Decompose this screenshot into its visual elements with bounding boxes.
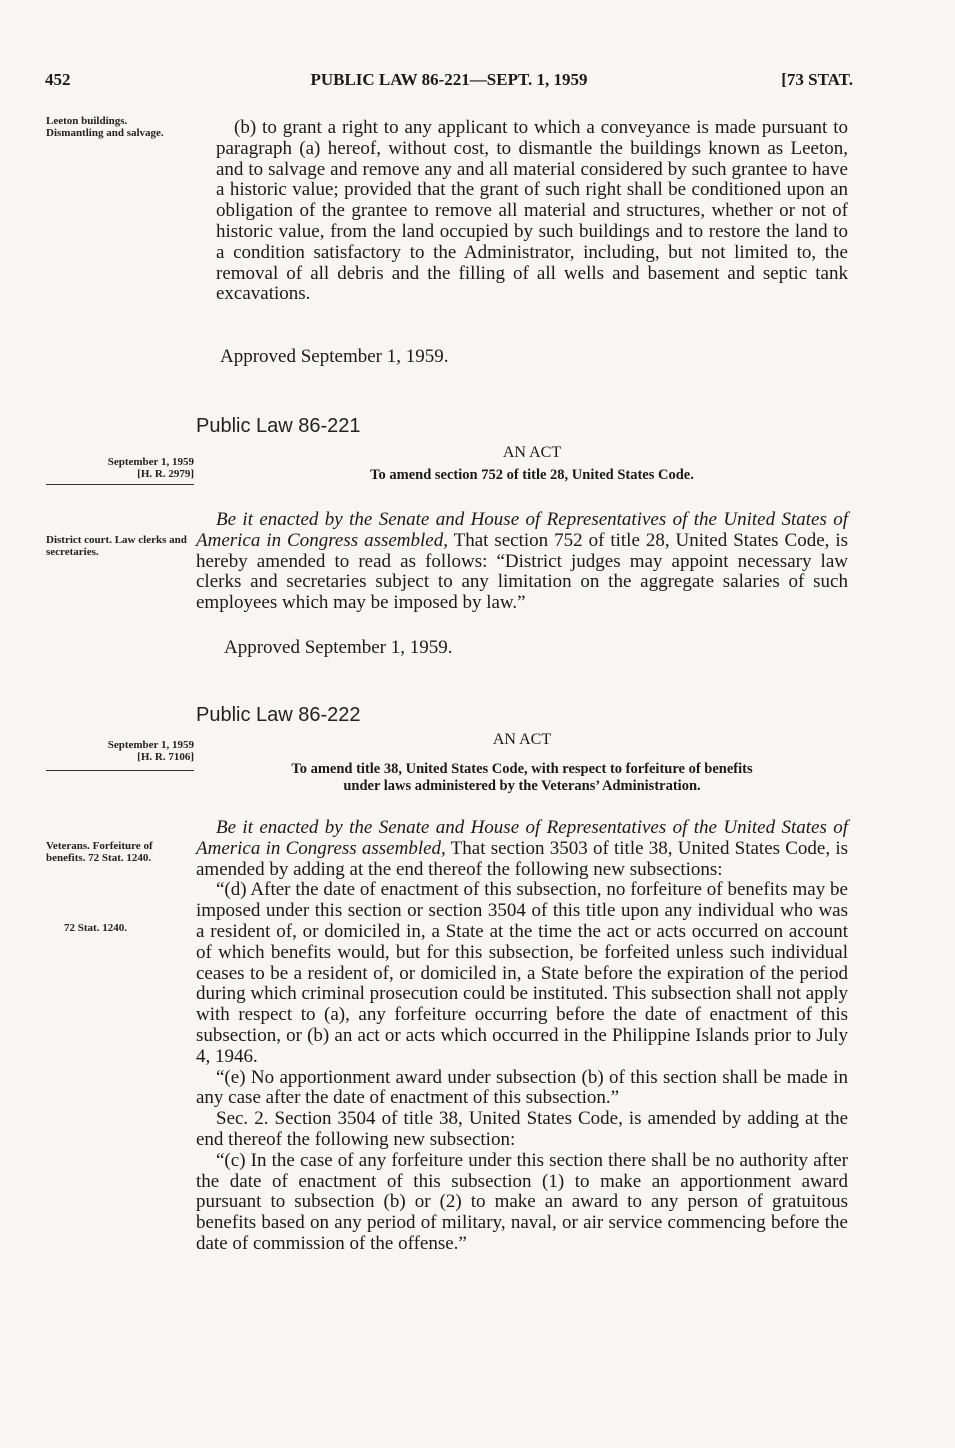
law-221-text: That section 752 of title 28, United States Code, is hereby amended to read as follows: “District judges may appoint necessary law clerks and secretaries subject to any limitation on the aggregate salaries of such employees which may be imposed by law.” xyxy=(196,529,848,614)
paragraph-b: (b) to grant a right to any applicant to which a conveyance is made pursuant to paragraph (a) hereof, without cost, to dismantle the buildings known as Leeton, and to salvage and remove any and all material considered by such grantee to have a historic value; provided that the grant of such right shall be conditioned upon an obligation of the grantee to remove all material and structures, whether or not of historic value, from the land occupied by such buildings and to restore the land to a condition satisfactory to the Administrator, including, but not limited to, the removal of all debris and the filling of all wells and basement and septic tank excavations. xyxy=(216,117,848,305)
law-221-subtitle: To amend section 752 of title 28, United States Code. xyxy=(370,467,694,483)
margin-note-veterans: Veterans. Forfeiture of benefits. 72 Stat. 1240. xyxy=(46,840,153,864)
law-221-margin-rule xyxy=(46,484,194,485)
subsection-e: “(e) No apportionment award under subsection (b) of this section shall be made in any case after the date of enactment of this subsection.” xyxy=(196,1066,848,1109)
margin-note-district-court: District court. Law clerks and secretaries. xyxy=(46,534,187,558)
law-222-citation xyxy=(46,739,194,763)
law-221-date: September 1, 1959 xyxy=(107,456,194,468)
running-header xyxy=(45,70,853,96)
law-222-title: Public Law 86-222 xyxy=(196,704,361,726)
law-222-text: That section 3503 of title 38, United States Code, is amended by adding at the end thereof the following new subsections: xyxy=(196,837,849,880)
subsection-c: “(c) In the case of any forfeiture under this section there shall be no authority after the date of enactment of this subsection (1) to make an apportionment award pursuant to subsection (b) or (2) to make an award to any person of gratuitous benefits based on any period of military, naval, or air service commencing before the date of commission of the offense.” xyxy=(196,1149,848,1254)
running-title: PUBLIC LAW 86-221—SEPT. 1, 1959 xyxy=(310,70,588,89)
subsection-d: “(d) After the date of enactment of this subsection, no forfeiture of benefits may be imposed under this section or section 3504 of this title upon any individual who was a resident of, or domiciled in, a State at the time the act or acts occurred on account of which benefits would, but for this subsection, be forfeited unless such individual ceases to be a resident of, or domiciled in, a State before the expiration of the period during which criminal prosecution could be instituted. This subsection shall not apply with respect to (a), any forfeiture occurring before the date of enactment of this subsection, or (b) an act or acts which occurred in the Philippine Islands prior to July 4, 1946. xyxy=(196,879,848,1067)
approved-line-2: Approved September 1, 1959. xyxy=(224,637,453,658)
law-222-bill: [H. R. 7106] xyxy=(137,751,194,763)
law-222-date: September 1, 1959 xyxy=(107,739,194,751)
law-221-bill: [H. R. 2979] xyxy=(137,468,194,480)
law-221-title: Public Law 86-221 xyxy=(196,415,361,437)
law-221-body xyxy=(196,510,848,614)
law-221-citation xyxy=(46,456,194,480)
approved-line-1: Approved September 1, 1959. xyxy=(220,346,449,367)
law-222-act-label: AN ACT xyxy=(492,731,552,748)
margin-note-leeton: Leeton buildings. Dismantling and salvage. xyxy=(46,115,164,139)
volume-reference: [73 STAT. xyxy=(781,70,853,89)
law-222-subtitle: To amend title 38, United States Code, with respect to forfeiture of benefits under laws administered by the Veterans’ Administration. xyxy=(291,761,753,794)
law-221-enacting-clause: Be it enacted by the Senate and House of Representatives of the United States of America in Congress assembled, xyxy=(196,509,848,551)
law-221-act-label: AN ACT xyxy=(502,444,562,461)
law-222-margin-rule xyxy=(46,770,194,771)
page-number: 452 xyxy=(45,70,71,89)
law-222-enacting-clause: Be it enacted by the Senate and House of Representatives of the United States of America in Congress assembled, xyxy=(196,817,848,859)
section-2: Sec. 2. Section 3504 of title 38, United States Code, is amended by adding at the end thereof the following new subsection: xyxy=(196,1108,848,1150)
law-222-body xyxy=(196,818,848,1255)
margin-note-stat: 72 Stat. 1240. xyxy=(64,922,127,934)
